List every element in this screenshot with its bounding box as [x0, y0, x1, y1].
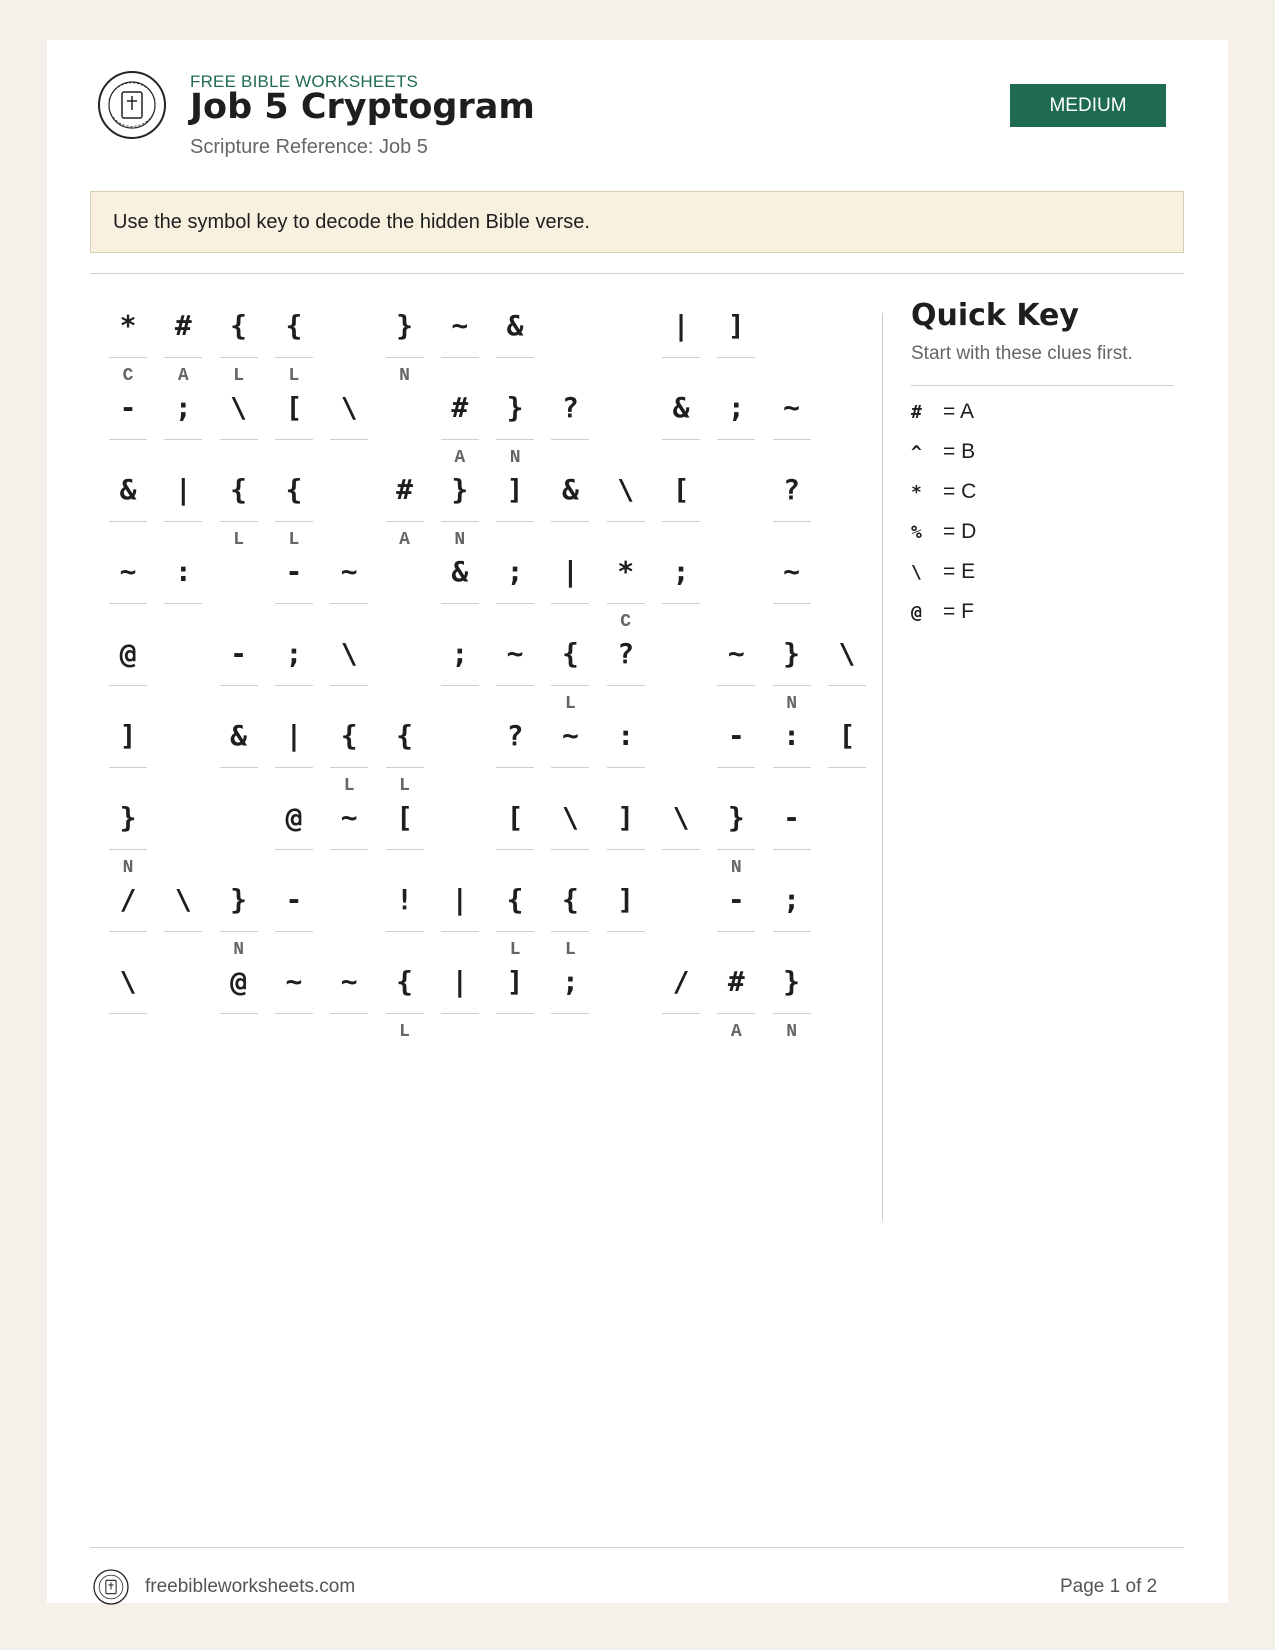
answer-blank[interactable] [109, 357, 147, 358]
answer-blank[interactable] [275, 685, 313, 686]
answer-blank[interactable] [164, 521, 202, 522]
cipher-symbol: \ [340, 637, 358, 670]
answer-blank[interactable] [386, 1013, 424, 1014]
answer-blank[interactable] [717, 931, 755, 932]
answer-letter [496, 1019, 534, 1045]
answer-blank[interactable] [496, 521, 534, 522]
cipher-symbol: ~ [783, 555, 801, 588]
cipher-symbol: \ [617, 473, 635, 506]
answer-letter [662, 609, 700, 635]
cipher-symbol: | [174, 473, 192, 506]
cipher-symbol: ! [396, 883, 413, 916]
answer-blank[interactable] [496, 931, 534, 932]
cipher-symbol: @ [230, 965, 248, 998]
key-entry [911, 597, 974, 627]
cipher-symbol: # [174, 309, 192, 342]
answer-blank[interactable] [275, 521, 313, 522]
cipher-symbol: } [783, 637, 801, 670]
cipher-symbol: [ [396, 801, 413, 834]
cipher-symbol: : [783, 719, 801, 752]
answer-letter [662, 1019, 700, 1045]
cipher-symbol: - [285, 883, 303, 916]
answer-blank[interactable] [220, 767, 258, 768]
answer-blank[interactable] [330, 1013, 368, 1014]
answer-blank[interactable] [109, 685, 147, 686]
quick-key-title: Quick Key [911, 298, 1079, 333]
cipher-symbol: - [285, 555, 303, 588]
answer-letter [109, 1019, 147, 1045]
cipher-symbol: ~ [340, 801, 358, 834]
cipher-symbol: ; [174, 391, 192, 424]
answer-blank[interactable] [275, 1013, 313, 1014]
key-entry [911, 517, 976, 547]
cipher-symbol: } [727, 801, 745, 834]
answer-blank[interactable] [607, 931, 645, 932]
answer-letter: C [620, 612, 632, 632]
answer-blank[interactable] [773, 439, 811, 440]
cipher-symbol: ~ [727, 637, 745, 670]
answer-blank[interactable] [773, 767, 811, 768]
answer-letter: L [564, 940, 576, 960]
cipher-symbol: # [727, 965, 745, 998]
answer-letter: N [786, 694, 797, 714]
answer-blank[interactable] [441, 357, 479, 358]
key-symbol: \ [911, 561, 922, 583]
answer-blank[interactable] [607, 685, 645, 686]
cipher-symbol: & [119, 473, 137, 506]
answer-blank[interactable] [109, 931, 147, 932]
scripture-reference: Scripture Reference: Job 5 [190, 136, 428, 158]
answer-blank[interactable] [496, 603, 534, 604]
answer-blank[interactable] [164, 603, 202, 604]
cipher-symbol: ; [561, 965, 579, 998]
answer-blank[interactable] [386, 357, 424, 358]
key-entry [911, 397, 974, 427]
answer-letter [717, 445, 755, 471]
answer-blank[interactable] [275, 439, 313, 440]
key-value: = F [943, 600, 974, 623]
divider [90, 273, 1184, 274]
cipher-symbol: [ [672, 473, 690, 506]
answer-blank[interactable] [109, 521, 147, 522]
answer-letter: N [399, 366, 410, 386]
cipher-symbol: / [672, 965, 690, 998]
cipher-symbol: { [340, 719, 358, 752]
answer-blank[interactable] [220, 357, 258, 358]
answer-letter: A [399, 530, 410, 550]
answer-letter [330, 1019, 368, 1045]
cipher-symbol: { [396, 719, 413, 752]
cipher-symbol: ? [783, 473, 801, 506]
answer-letter: L [288, 366, 300, 386]
cipher-symbol: ~ [561, 719, 579, 752]
answer-letter [220, 773, 258, 799]
answer-blank[interactable] [773, 931, 811, 932]
answer-blank[interactable] [164, 357, 202, 358]
answer-letter: L [399, 776, 410, 796]
cipher-symbol: ? [561, 391, 579, 424]
answer-blank[interactable] [551, 521, 589, 522]
cipher-symbol: | [672, 309, 690, 342]
answer-letter: L [564, 694, 576, 714]
bible-seal-icon [93, 1569, 129, 1605]
answer-blank[interactable] [773, 849, 811, 850]
answer-letter [828, 773, 866, 799]
answer-letter: L [509, 940, 521, 960]
key-entry [911, 557, 975, 587]
cipher-symbol: & [451, 555, 469, 588]
answer-blank[interactable] [330, 685, 368, 686]
cipher-symbol: / [119, 883, 137, 916]
answer-blank[interactable] [330, 603, 368, 604]
cipher-symbol: } [119, 801, 137, 834]
answer-blank[interactable] [275, 849, 313, 850]
answer-letter: L [288, 530, 300, 550]
answer-letter [607, 937, 645, 963]
cipher-symbol: ~ [506, 637, 524, 670]
cipher-symbol: | [285, 719, 303, 752]
cipher-symbol: | [451, 965, 469, 998]
cipher-symbol: \ [230, 391, 248, 424]
key-entry [911, 477, 976, 507]
answer-letter [164, 937, 202, 963]
key-value: = C [943, 480, 977, 503]
cipher-symbol: { [285, 309, 303, 342]
answer-letter: N [454, 530, 466, 550]
answer-letter: L [233, 366, 244, 386]
cipher-symbol: @ [119, 637, 137, 670]
answer-blank[interactable] [607, 849, 645, 850]
cipher-symbol: ; [451, 637, 469, 670]
answer-blank[interactable] [330, 767, 368, 768]
key-symbol: @ [911, 601, 922, 623]
answer-blank[interactable] [551, 685, 589, 686]
answer-blank[interactable] [220, 685, 258, 686]
answer-letter: C [122, 366, 134, 386]
cipher-symbol: ; [783, 883, 801, 916]
answer-blank[interactable] [662, 849, 700, 850]
instructions-box [90, 191, 1184, 253]
answer-blank[interactable] [330, 439, 368, 440]
key-value: = A [943, 400, 974, 423]
answer-letter: N [233, 940, 244, 960]
answer-blank[interactable] [607, 767, 645, 768]
answer-blank[interactable] [551, 1013, 589, 1014]
cipher-symbol: } [783, 965, 801, 998]
answer-blank[interactable] [164, 439, 202, 440]
cipher-symbol: { [561, 637, 579, 670]
answer-blank[interactable] [773, 521, 811, 522]
cipher-symbol: ~ [340, 555, 358, 588]
answer-letter: N [730, 858, 742, 878]
answer-letter [551, 1019, 589, 1045]
answer-letter [164, 609, 202, 635]
answer-letter: L [399, 1022, 410, 1042]
answer-blank[interactable] [828, 685, 866, 686]
column-divider [882, 313, 883, 1221]
answer-blank[interactable] [773, 685, 811, 686]
cipher-symbol: { [230, 309, 248, 342]
answer-blank[interactable] [607, 603, 645, 604]
cipher-symbol: { [230, 473, 248, 506]
answer-letter: A [454, 448, 466, 468]
cipher-symbol: ~ [783, 391, 801, 424]
cipher-symbol: & [230, 719, 248, 752]
cipher-symbol: ] [506, 965, 524, 998]
answer-blank[interactable] [441, 931, 479, 932]
answer-blank[interactable] [220, 931, 258, 932]
cipher-symbol: # [451, 391, 469, 424]
cipher-symbol: & [561, 473, 579, 506]
cipher-symbol: } [451, 473, 469, 506]
cipher-symbol: ~ [285, 965, 303, 998]
cipher-symbol: ? [506, 719, 524, 752]
page-number: Page 1 of 2 [1060, 1576, 1158, 1597]
key-value: = D [943, 520, 977, 543]
answer-blank[interactable] [220, 439, 258, 440]
answer-blank[interactable] [717, 357, 755, 358]
answer-letter [441, 1019, 479, 1045]
cipher-symbol: ] [617, 801, 635, 834]
cipher-symbol: { [506, 883, 524, 916]
answer-blank[interactable] [109, 439, 147, 440]
answer-blank[interactable] [662, 521, 700, 522]
key-symbol: * [911, 481, 922, 503]
key-symbol: ^ [911, 441, 922, 463]
answer-blank[interactable] [386, 767, 424, 768]
cipher-symbol: { [561, 883, 579, 916]
answer-blank[interactable] [662, 603, 700, 604]
answer-blank[interactable] [386, 931, 424, 932]
answer-blank[interactable] [275, 357, 313, 358]
answer-blank[interactable] [828, 767, 866, 768]
answer-blank[interactable] [717, 685, 755, 686]
cipher-symbol: \ [838, 637, 856, 670]
cipher-symbol: { [285, 473, 303, 506]
cipher-symbol: \ [119, 965, 137, 998]
answer-blank[interactable] [275, 931, 313, 932]
answer-blank[interactable] [441, 685, 479, 686]
cipher-symbol: - [230, 637, 248, 670]
cipher-symbol: ; [506, 555, 524, 588]
answer-blank[interactable] [551, 849, 589, 850]
answer-blank[interactable] [496, 849, 534, 850]
answer-blank[interactable] [441, 1013, 479, 1014]
cipher-symbol: - [727, 883, 745, 916]
cipher-symbol: } [230, 883, 248, 916]
cipher-symbol: * [119, 309, 137, 342]
answer-letter [330, 445, 368, 471]
cipher-symbol: @ [285, 801, 303, 834]
answer-blank[interactable] [220, 1013, 258, 1014]
cipher-symbol: ; [285, 637, 303, 670]
answer-blank[interactable] [220, 521, 258, 522]
answer-blank[interactable] [717, 849, 755, 850]
answer-blank[interactable] [773, 603, 811, 604]
answer-letter: A [730, 1022, 742, 1042]
key-symbol: # [911, 401, 922, 423]
answer-blank[interactable] [773, 1013, 811, 1014]
cipher-symbol: ] [506, 473, 524, 506]
cipher-symbol: ~ [340, 965, 358, 998]
answer-blank[interactable] [717, 767, 755, 768]
cipher-symbol: : [174, 555, 192, 588]
cipher-symbol: [ [506, 801, 524, 834]
brand-name: FREE BIBLE WORKSHEETS [190, 72, 419, 91]
answer-blank[interactable] [496, 685, 534, 686]
cipher-symbol: & [672, 391, 690, 424]
cipher-symbol: ] [727, 309, 745, 342]
cipher-symbol: - [119, 391, 137, 424]
footer-site-url: freebibleworksheets.com [145, 1576, 356, 1597]
answer-letter: N [786, 1022, 797, 1042]
answer-blank[interactable] [662, 357, 700, 358]
cipher-symbol: { [396, 965, 413, 998]
difficulty-badge: MEDIUM [1010, 84, 1166, 127]
page-title: Job 5 Cryptogram [190, 87, 535, 127]
cipher-symbol: } [396, 309, 413, 342]
answer-blank[interactable] [496, 1013, 534, 1014]
cipher-symbol: * [617, 555, 635, 588]
answer-blank[interactable] [441, 439, 479, 440]
key-value: = E [943, 560, 976, 583]
answer-blank[interactable] [607, 521, 645, 522]
answer-blank[interactable] [496, 767, 534, 768]
cipher-symbol: \ [340, 391, 358, 424]
cipher-symbol: # [396, 473, 413, 506]
answer-letter [220, 1019, 258, 1045]
answer-letter: L [233, 530, 244, 550]
answer-blank[interactable] [441, 603, 479, 604]
key-value: = B [943, 440, 976, 463]
instructions-text: Use the symbol key to decode the hidden Bible verse. [113, 210, 590, 233]
answer-blank[interactable] [662, 1013, 700, 1014]
answer-blank[interactable] [717, 439, 755, 440]
key-entry [911, 437, 975, 467]
cipher-symbol: | [451, 883, 469, 916]
answer-letter [662, 855, 700, 881]
answer-blank[interactable] [164, 931, 202, 932]
answer-letter: A [177, 366, 189, 386]
cipher-symbol: & [506, 309, 524, 342]
answer-blank[interactable] [551, 931, 589, 932]
key-symbol: % [911, 521, 922, 543]
answer-blank[interactable] [386, 521, 424, 522]
cipher-symbol: \ [672, 801, 690, 834]
quick-key-subtitle: Start with these clues first. [911, 343, 1133, 364]
answer-letter: N [509, 448, 521, 468]
quick-key-divider [911, 385, 1174, 386]
bible-seal-icon [97, 70, 167, 140]
answer-blank[interactable] [386, 849, 424, 850]
answer-blank[interactable] [551, 439, 589, 440]
answer-blank[interactable] [496, 439, 534, 440]
answer-blank[interactable] [551, 603, 589, 604]
answer-blank[interactable] [551, 767, 589, 768]
answer-letter [330, 855, 368, 881]
cipher-symbol: - [783, 801, 801, 834]
worksheet-page [47, 40, 1228, 1603]
cipher-symbol: | [561, 555, 579, 588]
cipher-symbol: - [727, 719, 745, 752]
cipher-symbol: ; [727, 391, 745, 424]
cipher-symbol: ~ [451, 309, 469, 342]
answer-blank[interactable] [496, 357, 534, 358]
answer-letter: L [343, 776, 355, 796]
cipher-symbol: \ [174, 883, 192, 916]
cipher-symbol: [ [838, 719, 856, 752]
footer-divider [90, 1547, 1184, 1548]
cipher-symbol: ] [119, 719, 137, 752]
cipher-symbol: ; [672, 555, 690, 588]
cipher-symbol: [ [285, 391, 303, 424]
cipher-symbol: ? [617, 637, 635, 670]
answer-letter [441, 691, 479, 717]
cipher-symbol: : [617, 719, 635, 752]
answer-letter [275, 1019, 313, 1045]
cipher-symbol: ~ [119, 555, 137, 588]
answer-blank[interactable] [109, 849, 147, 850]
cipher-symbol: \ [561, 801, 579, 834]
answer-blank[interactable] [441, 521, 479, 522]
answer-blank[interactable] [109, 767, 147, 768]
answer-blank[interactable] [109, 603, 147, 604]
answer-letter: N [122, 858, 134, 878]
answer-blank[interactable] [109, 1013, 147, 1014]
cipher-symbol: ] [617, 883, 635, 916]
answer-blank[interactable] [662, 439, 700, 440]
answer-blank[interactable] [717, 1013, 755, 1014]
answer-blank[interactable] [330, 849, 368, 850]
answer-blank[interactable] [275, 603, 313, 604]
answer-blank[interactable] [275, 767, 313, 768]
cipher-symbol: } [506, 391, 524, 424]
